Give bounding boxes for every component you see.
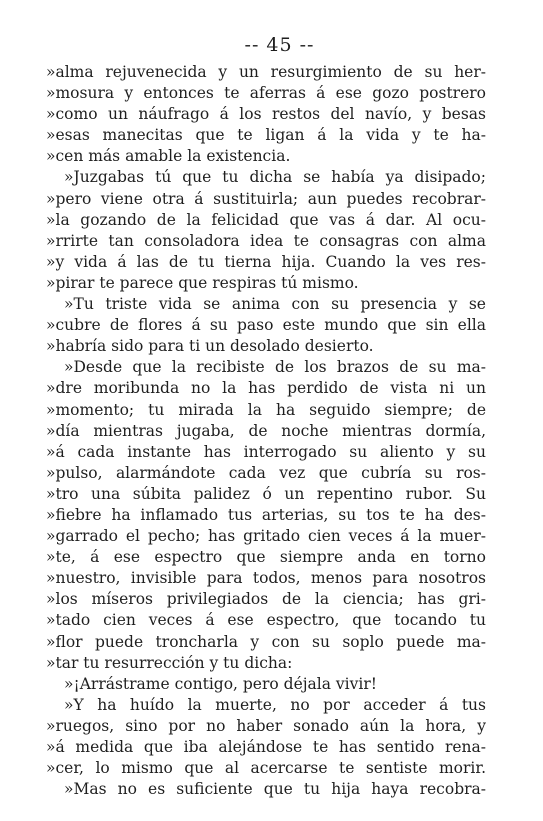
text-line: »cen más amable la existencia.	[46, 147, 291, 166]
text-line: »como un náufrago á los restos del navío, y besas	[46, 105, 486, 124]
text-line: »dre moribunda no la has perdido de vista ni un	[46, 379, 486, 398]
text-line: »pirar te parece que respiras tú mismo.	[46, 273, 359, 292]
text-line: »tro una súbita palidez ó un repentino rubor. Su	[46, 484, 486, 503]
text-line: »cer, lo mismo que al acercarse te sentiste morir.	[46, 759, 486, 778]
page-number: -- 45 --	[244, 34, 315, 56]
text-line: »cubre de flores á su paso este mundo que sin ella	[46, 316, 486, 335]
text-line: »momento; tu mirada la ha seguido siempre; de	[46, 400, 486, 419]
text-line: »garrado el pecho; has gritado cien veces á la muer-	[46, 527, 486, 546]
text-line: »te, á ese espectro que siempre anda en torno	[46, 548, 486, 567]
text-line: »á medida que iba alejándose te has sentido rena-	[46, 738, 486, 756]
text-line: »¡Arrástrame contigo, pero déjala vivir!	[64, 674, 377, 693]
text-line: »esas manecitas que te ligan á la vida y te ha-	[46, 126, 486, 145]
body-text	[46, 62, 486, 800]
text-line: »á cada instante has interrogado su aliento y su	[46, 442, 486, 461]
text-line: »alma rejuvenecida y un resurgimiento de su her-	[46, 63, 486, 81]
text-line: »pero viene otra á sustituirla; aun puedes recobrar-	[46, 189, 486, 208]
text-line: »tar tu resurrección y tu dicha:	[46, 653, 293, 672]
text-line: »habría sido para ti un desolado desierto.	[46, 337, 374, 356]
text-line: »Desde que la recibiste de los brazos de su ma-	[64, 358, 486, 377]
text-line: »mosura y entonces te aferras á ese gozo postrero	[46, 84, 486, 103]
text-line: »ruegos, sino por no haber sonado aún la hora, y	[46, 716, 486, 735]
text-line: »fiebre ha inflamado tus arterias, su tos te ha des-	[46, 505, 486, 524]
text-line: »flor puede troncharla y con su soplo puede ma-	[46, 632, 486, 651]
text-line: »Tu triste vida se anima con su presencia y se	[64, 295, 486, 314]
text-line: »rrirte tan consoladora idea te consagras con alma	[46, 231, 486, 250]
text-line: »la gozando de la felicidad que vas á dar. Al ocu-	[46, 210, 486, 229]
text-line: »Mas no es suficiente que tu hija haya recobra-	[64, 780, 486, 799]
text-line: »tado cien veces á ese espectro, que tocando tu	[46, 611, 486, 630]
text-line: »y vida á las de tu tierna hija. Cuando la ves res-	[46, 252, 486, 271]
text-line: »pulso, alarmándote cada vez que cubría su ros-	[46, 463, 486, 482]
text-line: »día mientras jugaba, de noche mientras dormía,	[46, 421, 486, 440]
text-line: »nuestro, invisible para todos, menos para nosotros	[46, 569, 486, 588]
text-line: »Juzgabas tú que tu dicha se había ya disipado;	[64, 168, 486, 187]
text-line: »Y ha huído la muerte, no por acceder á tus	[64, 695, 486, 714]
text-line: »los míseros privilegiados de la ciencia; has gri-	[46, 590, 486, 609]
